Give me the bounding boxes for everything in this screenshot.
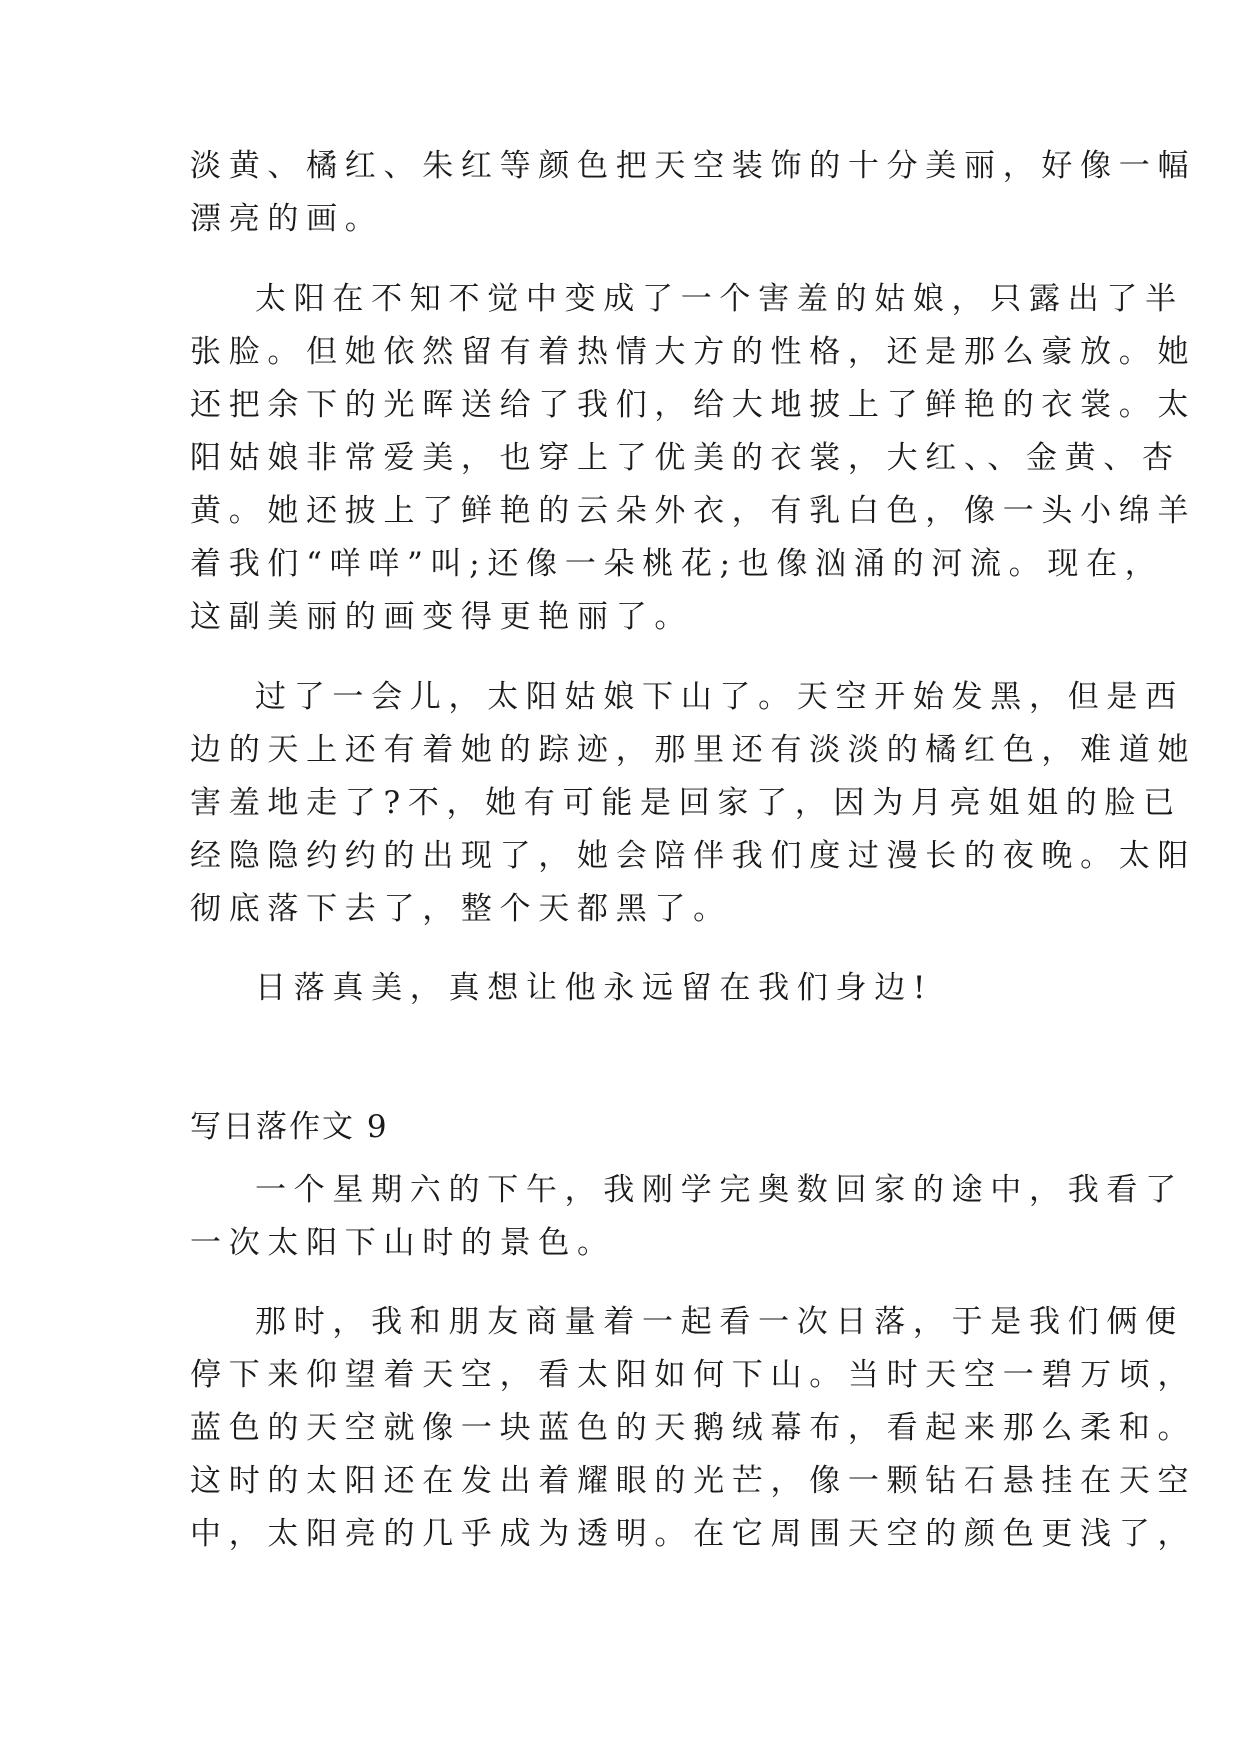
- text-line: 日落真美，真想让他永远留在我们身边!: [255, 970, 934, 1006]
- text-line: 阳姑娘非常爱美，也穿上了优美的衣裳，大红、、金黄、杏: [190, 440, 1181, 476]
- section-heading: 写日落作文 9: [190, 1109, 389, 1145]
- text-line: 中，太阳亮的几乎成为透明。在它周围天空的颜色更浅了，: [190, 1516, 1197, 1552]
- text-line: 着我们“咩咩”叫;还像一朵桃花;也像汹涌的河流。现在，: [190, 546, 1164, 582]
- text-line: 彻底落下去了，整个天都黑了。: [190, 891, 732, 927]
- text-line: 一次太阳下山时的景色。: [190, 1225, 616, 1261]
- text-line: 边的天上还有着她的踪迹，那里还有淡淡的橘红色，难道她: [190, 732, 1197, 768]
- text-line: 漂亮的画。: [190, 201, 384, 237]
- text-line: 这时的太阳还在发出着耀眼的光芒，像一颗钻石悬挂在天空: [190, 1463, 1197, 1499]
- text-line: 张脸。但她依然留有着热情大方的性格，还是那么豪放。她: [190, 334, 1197, 370]
- text-line: 黄。她还披上了鲜艳的云朵外衣，有乳白色，像一头小绵羊: [190, 493, 1197, 529]
- text-line: 这副美丽的画变得更艳丽了。: [190, 599, 694, 635]
- text-line: 还把余下的光晖送给了我们，给大地披上了鲜艳的衣裳。太: [190, 387, 1197, 423]
- text-line: 一个星期六的下午，我刚学完奥数回家的途中，我看了: [255, 1172, 1184, 1208]
- text-line: 害羞地走了?不，她有可能是回家了，因为月亮姐姐的脸已: [190, 785, 1182, 821]
- text-line: 停下来仰望着天空，看太阳如何下山。当时天空一碧万顷，: [190, 1357, 1197, 1393]
- text-line: 太阳在不知不觉中变成了一个害羞的姑娘，只露出了半: [255, 281, 1184, 317]
- text-line: 经隐隐约约的出现了，她会陪伴我们度过漫长的夜晚。太阳: [190, 838, 1197, 874]
- text-line: 过了一会儿，太阳姑娘下山了。天空开始发黑，但是西: [255, 679, 1184, 715]
- text-line: 淡黄、橘红、朱红等颜色把天空装饰的十分美丽，好像一幅: [190, 148, 1197, 184]
- text-line: 蓝色的天空就像一块蓝色的天鹅绒幕布，看起来那么柔和。: [190, 1410, 1197, 1446]
- text-line: 那时，我和朋友商量着一起看一次日落，于是我们俩便: [255, 1304, 1184, 1340]
